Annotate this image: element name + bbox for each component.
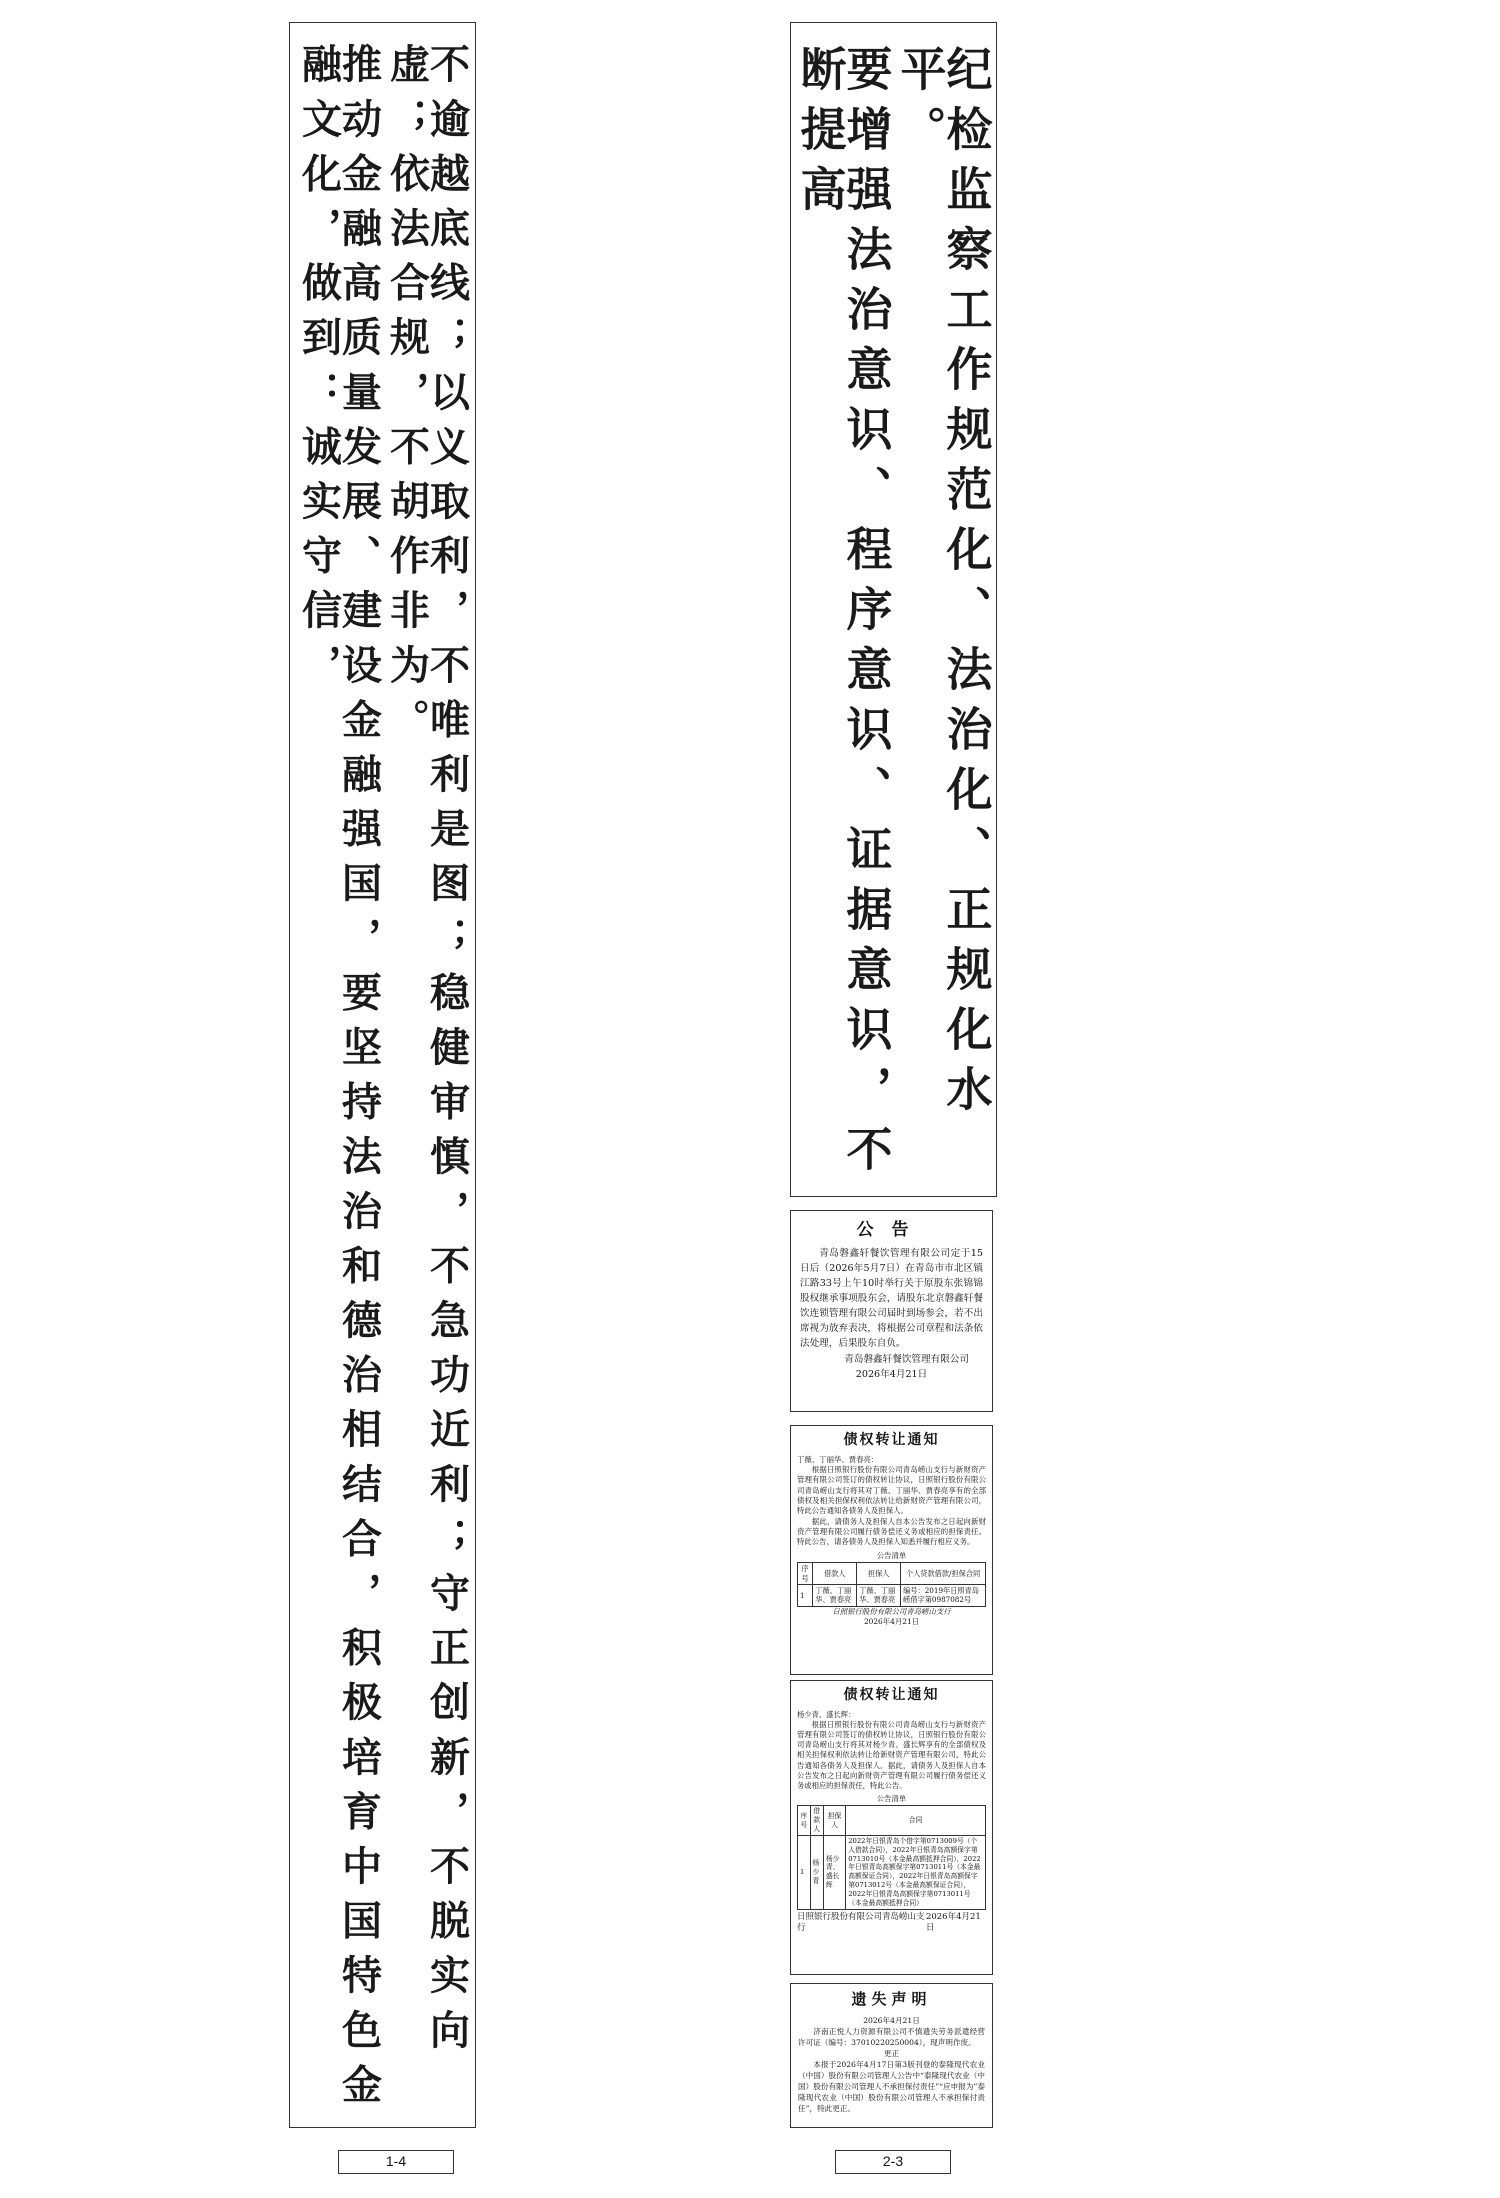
slogan-left-column-2: 推动金融高质量发展、建设金融强国，要坚持法治和德治相结合，积极培育中国特色金融文化，做到：诚实守信， bbox=[295, 43, 383, 2118]
column-header: 担保人 bbox=[857, 1563, 901, 1585]
slogan-right-column-1: 纪检监察工作规范化、法治化、正规化水平。 bbox=[893, 45, 994, 1125]
list-title: 公告清单 bbox=[876, 1550, 907, 1560]
slogan-left-column-1: 不逾越底线；以义取利，不唯利是图；稳健审慎，不急功近利；守正创新，不脱实向虚；依法合规，不胡作非为。 bbox=[383, 43, 471, 2064]
notice-title: 公告 bbox=[856, 1220, 927, 1240]
correction-title: 更正 bbox=[883, 2048, 900, 2058]
notice-footer bbox=[797, 1912, 986, 1936]
table-cell: 编号：2019年日照青岛崂借字第0987082号 bbox=[901, 1584, 986, 1606]
notice-body: 根据日照银行股份有限公司青岛崂山支行与新财资产管理有限公司签订的债权转让协议，日照银行股份有限公司青岛崂山支行将其对丁薇、丁丽华、贾春亮享有的全部债权及相关担保权利依法转让给新财资产管理有限公司，特此公告通知各债务人及担保人。 bbox=[797, 1464, 986, 1516]
page-label-right: 2-3 bbox=[835, 2150, 951, 2174]
correction-body: 本报于2026年4月17日第3版刊登的泰隆现代农业（中国）股份有限公司管理人公告中“泰隆现代农业（中国）股份有限公司管理人不承担保付责任”“应申报为”泰隆现代农业（中国）股份有限公司管理人不承担保付责任”，特此更正。 bbox=[798, 2059, 985, 2113]
slogan-right-column-2: 要增强法治意识、程序意识、证据意识，不断提高 bbox=[793, 45, 894, 1185]
column-header: 借款人 bbox=[813, 1563, 857, 1585]
table-cell: 1 bbox=[798, 1835, 811, 1909]
table-cell: 2022年日银青岛个借字第0713009号（个人借款合同），2022年日银青岛高额保字第0713010号（本金最高额抵押合同），2022年日银青岛高额保字第0713011号（本金最高额保证合同），2022年日银青岛高额保字第0713012号（本金最高额保证合同），2022年日银青岛高额保字第0713011号（本金最高额抵押合同） bbox=[846, 1835, 986, 1909]
table-row bbox=[798, 1584, 986, 1606]
loss-statement-notice bbox=[790, 1983, 993, 2128]
notice-signer: 青岛磐鑫轩餐饮管理有限公司 bbox=[844, 1354, 969, 1366]
notice-title: 遗失声明 bbox=[851, 1990, 932, 2008]
slogan-box-left bbox=[289, 22, 476, 2128]
table-cell: 杨少青、盛长辉 bbox=[823, 1835, 845, 1909]
notice-footer-date: 2026年4月21日 bbox=[863, 1616, 920, 1626]
column-header: 担保人 bbox=[823, 1806, 845, 1835]
column-header: 序号 bbox=[798, 1806, 811, 1835]
notice-addressee: 杨少青、盛长辉： bbox=[797, 1709, 856, 1719]
notice-footer-signer: 日照银行股份有限公司青岛崂山支行 bbox=[797, 1911, 925, 1934]
creditor-table bbox=[797, 1805, 986, 1909]
notice-date: 2026年4月21日 bbox=[863, 2015, 920, 2025]
column-header: 序号 bbox=[798, 1563, 813, 1585]
table-cell: 1 bbox=[798, 1584, 813, 1606]
notice-body: 根据日照银行股份有限公司青岛崂山支行与新财资产管理有限公司签订的债权转让协议，日照银行股份有限公司青岛崂山支行将其对杨少青、盛长辉享有的全部债权及相关担保权利依法转让给新财资产管理有限公司，特此公告通知各债务人及担保人。据此，请债务人及担保人自本公告发布之日起向新财资产管理有限公司履行债务偿还义务或相应的担保责任，特此公告。 bbox=[797, 1719, 986, 1791]
table-cell: 丁薇、丁丽华、贾春亮 bbox=[857, 1584, 901, 1606]
page-label-left: 1-4 bbox=[338, 2150, 454, 2174]
notice-footer-date: 2026年4月21日 bbox=[925, 1911, 981, 1934]
table-header-row bbox=[798, 1563, 986, 1585]
column-header: 合同 bbox=[846, 1806, 986, 1835]
table-row bbox=[798, 1835, 986, 1909]
notice-body-2: 据此，请债务人及担保人自本公告发布之日起向新财资产管理有限公司履行债务偿还义务或相应的担保责任。特此公告，请各债务人及担保人知悉并履行相应义务。 bbox=[797, 1516, 986, 1547]
table-cell: 杨少青 bbox=[810, 1835, 823, 1909]
notice-date: 2026年4月21日 bbox=[855, 1369, 928, 1381]
notice-title: 债权转让通知 bbox=[843, 1432, 940, 1448]
list-title: 公告清单 bbox=[876, 1794, 907, 1804]
announcement-notice bbox=[790, 1210, 993, 1412]
debt-transfer-notice-1 bbox=[790, 1425, 993, 1675]
table-cell: 丁薇、丁丽华、贾春亮 bbox=[813, 1584, 857, 1606]
notice-body: 济南正悦人力资源有限公司不慎遗失劳务派遣经营许可证（编号：37010220250004），现声明作废。 bbox=[798, 2026, 985, 2047]
debt-transfer-notice-2 bbox=[790, 1680, 993, 1975]
creditor-table bbox=[797, 1562, 986, 1606]
notice-body: 青岛磐鑫轩餐饮管理有限公司定于15日后（2026年5月7日）在青岛市市北区镇江路33号上午10时举行关于原股东张锦锦股权继承事项股东会，请股东北京磐鑫轩餐饮连锁管理有限公司届时到场参会，若不出席视为放弃表决，将根据公司章程和法条依法处理，后果股东自负。 bbox=[800, 1248, 983, 1349]
notice-title: 债权转让通知 bbox=[843, 1687, 940, 1703]
notice-footer-signer: 日照银行股份有限公司青岛崂山支行 bbox=[832, 1606, 951, 1616]
column-header: 借款人 bbox=[810, 1806, 823, 1835]
slogan-box-right bbox=[790, 22, 997, 1197]
notice-addressee: 丁薇、丁丽华、贾春亮： bbox=[797, 1454, 879, 1464]
column-header: 个人贷款借款/担保合同 bbox=[901, 1563, 986, 1585]
table-header-row bbox=[798, 1806, 986, 1835]
